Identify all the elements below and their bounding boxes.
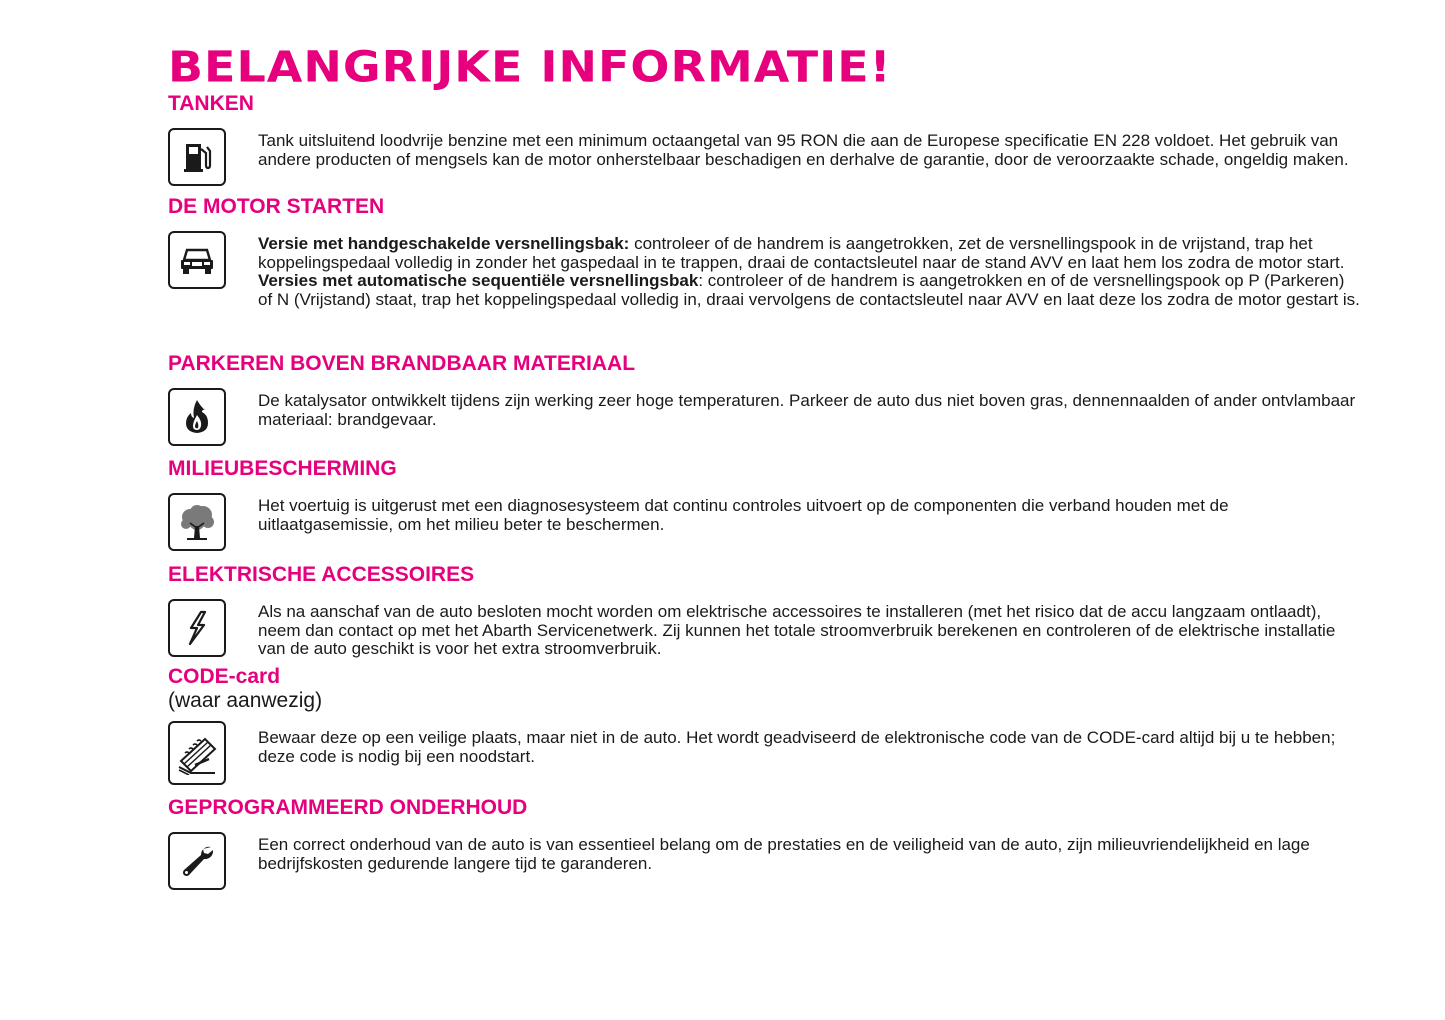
section-code-card — [168, 665, 1363, 766]
body-text: : controleer of de handrem is aangetrokken en of de versnellingspook op P (Parkeren) of N (Vrijstand) staat, trap het koppelingspedaal volledig in, draai vervolgens de contactsleutel naar AVV en laat deze los zodra de motor gestart is. — [258, 271, 1360, 309]
body-text: Tank uitsluitend loodvrije benzine met een minimum octaangetal van 95 RON die aan de Europese specificatie EN 228 voldoet. Het gebruik van andere producten of mengsels kan de motor onherstelbaar beschadigen en derhalve de garantie, door de veroorzaakte schade, ongeldig maken. — [258, 131, 1349, 169]
section-onderhoud — [168, 796, 1363, 873]
paragraph-manual — [258, 235, 1363, 272]
section-heading: TANKEN — [168, 92, 254, 115]
section-heading: GEPROGRAMMEERD ONDERHOUD — [168, 796, 528, 819]
section-body — [258, 231, 1363, 309]
bold-lead: Versie met handgeschakelde versnellingsbak: — [258, 234, 630, 253]
body-text: De katalysator ontwikkelt tijdens zijn werking zeer hoge temperaturen. Parkeer de auto dus niet boven gras, dennennaalden of ander ontvlambaar materiaal: brandgevaar. — [258, 391, 1356, 429]
body-text: Een correct onderhoud van de auto is van essentieel belang om de prestaties en de veiligheid van de auto, zijn milieuvriendelijkheid en lage bedrijfskosten gedurende langere tijd te garanderen. — [258, 835, 1310, 873]
paragraph-automatic — [258, 272, 1363, 309]
section-milieubescherming — [168, 457, 1363, 534]
section-heading: MILIEUBESCHERMING — [168, 457, 397, 480]
wrench-icon — [168, 832, 226, 890]
section-body — [258, 721, 1363, 766]
lightning-icon — [168, 599, 226, 657]
section-body — [258, 832, 1363, 873]
fuel-pump-icon — [168, 128, 226, 186]
section-elektrische-accessoires — [168, 563, 1363, 659]
section-body — [258, 128, 1363, 169]
section-tanken — [168, 92, 1363, 169]
section-body — [258, 388, 1363, 429]
section-body — [258, 599, 1363, 659]
car-icon — [168, 231, 226, 289]
body-text: Het voertuig is uitgerust met een diagnosesysteem dat continu controles uitvoert op de componenten die verband houden met de uitlaatgasemissie, om het milieu beter te beschermen. — [258, 496, 1229, 534]
section-parkeren — [168, 352, 1363, 429]
body-text: Bewaar deze op een veilige plaats, maar niet in de auto. Het wordt geadviseerd de elektronische code van de CODE-card altijd bij u te hebben; deze code is nodig bij een noodstart. — [258, 728, 1336, 766]
body-text: controleer of de handrem is aangetrokken, zet de versnellingspook in de vrijstand, trap het koppelingspedaal volledig in zonder het gaspedaal in te trappen, draai de contactsleutel naar de stand AVV en laat hem los zodra de motor start. — [258, 234, 1345, 272]
tree-icon — [168, 493, 226, 551]
body-text: Als na aanschaf van de auto besloten mocht worden om elektrische accessoires te installeren (met het risico dat de accu langzaam ontlaadt), neem dan contact op met het Abarth Servicenetwerk. Zij kunnen het totale stroomverbruik berekenen en controleren of de elektrische installatie van de auto geschikt is voor het extra stroomverbruik. — [258, 602, 1336, 658]
section-body — [258, 493, 1363, 534]
section-heading: PARKEREN BOVEN BRANDBAAR MATERIAAL — [168, 352, 636, 375]
notebook-icon — [168, 721, 226, 785]
section-motor-starten — [168, 195, 1363, 309]
fire-icon — [168, 388, 226, 446]
section-heading: DE MOTOR STARTEN — [168, 195, 385, 218]
section-heading: CODE-card — [168, 665, 281, 688]
section-heading: ELEKTRISCHE ACCESSOIRES — [168, 563, 475, 586]
page-title: BELANGRIJKE INFORMATIE! — [168, 42, 892, 92]
bold-lead: Versies met automatische sequentiële versnellingsbak — [258, 271, 699, 290]
section-subheading: (waar aanwezig) — [168, 689, 323, 712]
